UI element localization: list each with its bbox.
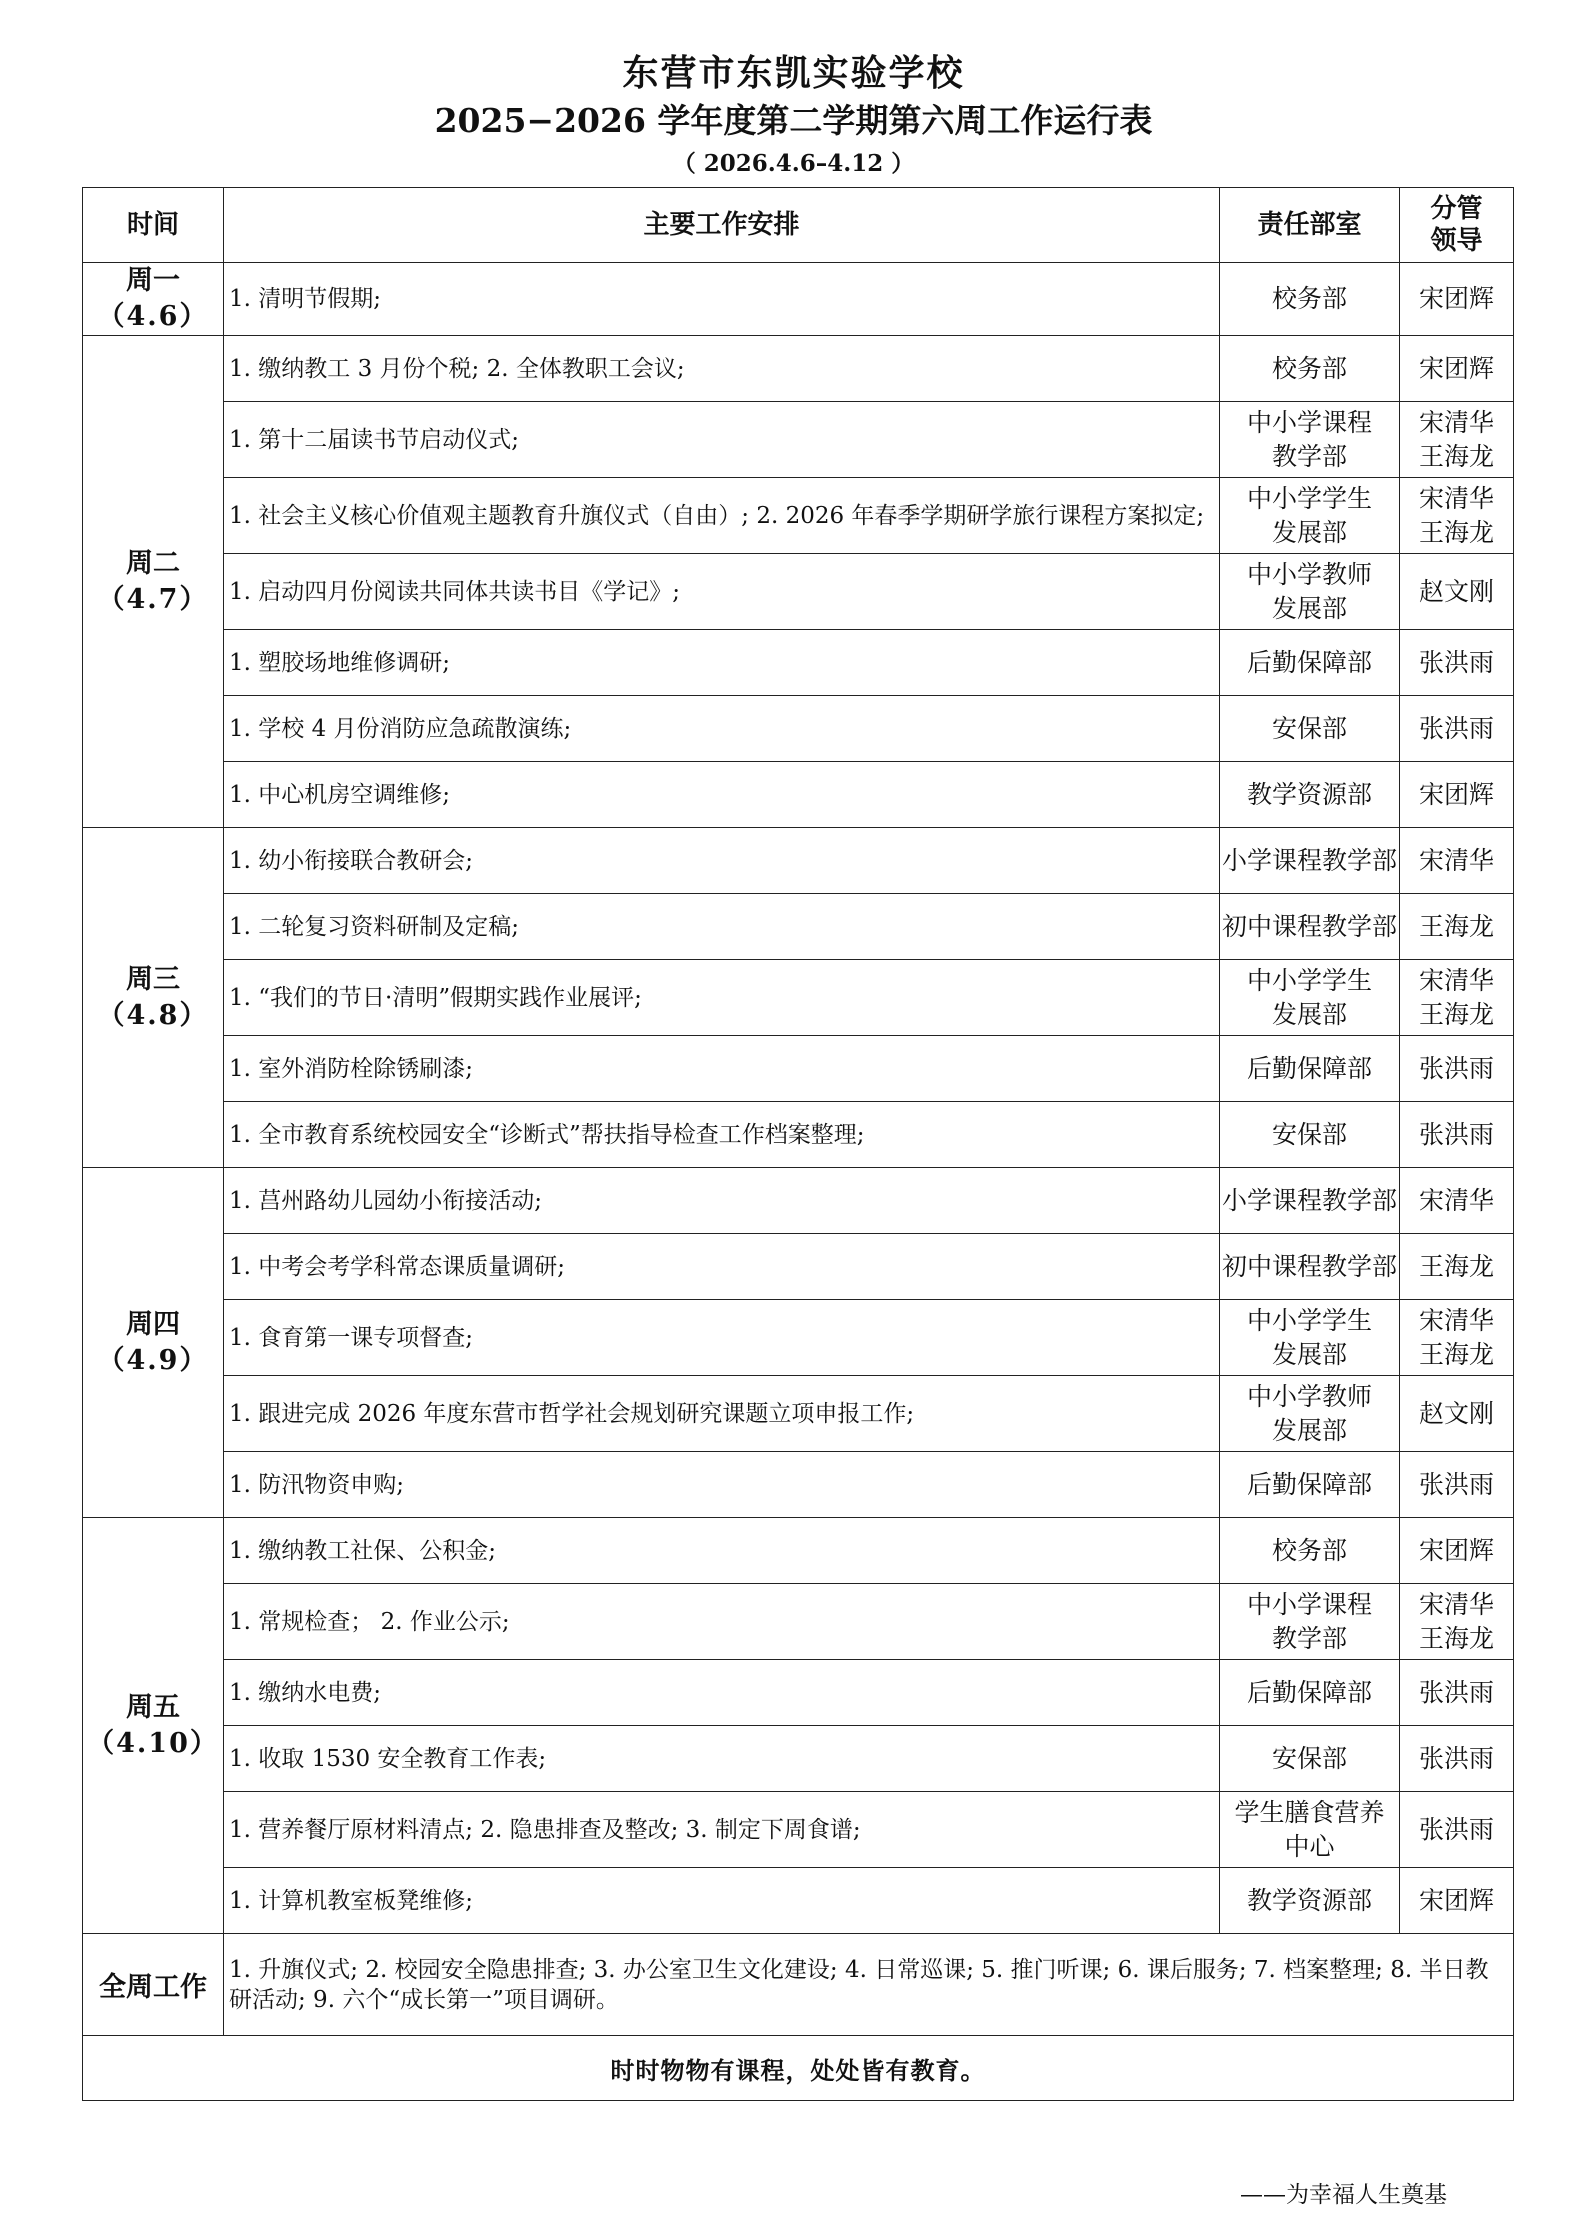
leader-cell [1400,1792,1514,1868]
leader-cell [1400,1376,1514,1452]
leader-name: 王海龙 [1418,911,1494,941]
table-row [83,1234,1514,1300]
day-label: 周二 [126,547,180,579]
leader-cell [1400,1300,1514,1376]
dept-cell [1220,828,1400,894]
leader-cell [1400,762,1514,828]
table-row [83,828,1514,894]
dept-line: 教学资源部 [1246,1885,1372,1915]
task-cell: 1. 跟进完成 2026 年度东营市哲学社会规划研究课题立项申报工作; [224,1376,1220,1452]
table-row [83,1102,1514,1168]
col-header-leader-line1: 分管 [1430,194,1483,224]
task-cell: 1. 幼小衔接联合教研会; [224,828,1220,894]
col-header-leader [1400,188,1514,263]
table-row [83,1518,1514,1584]
task-cell: 1. 中考会考学科常态课质量调研; [224,1234,1220,1300]
dept-line: 中小学学生 [1246,483,1372,513]
motto-text: 时时物物有课程，处处皆有教育。 [83,2036,1514,2101]
dept-line: 中小学课程 [1246,407,1372,437]
dept-cell [1220,1168,1400,1234]
dept-line: 发展部 [1271,593,1347,623]
dept-line: 中心 [1284,1831,1335,1861]
dept-line: 后勤保障部 [1246,647,1372,677]
all-week-tasks: 1. 升旗仪式; 2. 校园安全隐患排查; 3. 办公室卫生文化建设; 4. 日常巡课; 5. 推门听课; 6. 课后服务; 7. 档案整理; 8. 半日教研活动; 9. 六个“成长第一”项目调研。 [224,1934,1514,2036]
leader-name: 张洪雨 [1418,1677,1494,1707]
dept-cell [1220,263,1400,336]
leader-name: 宋清华 [1418,1185,1494,1215]
task-cell: 1. 营养餐厅原材料清点; 2. 隐患排查及整改; 3. 制定下周食谱; [224,1792,1220,1868]
leader-cell [1400,1660,1514,1726]
dept-cell [1220,336,1400,402]
table-row [83,554,1514,630]
dept-cell [1220,762,1400,828]
leader-name: 宋团辉 [1418,353,1494,383]
leader-name: 张洪雨 [1418,1053,1494,1083]
task-cell: 1. 塑胶场地维修调研; [224,630,1220,696]
dept-cell [1220,1300,1400,1376]
day-date: （4.8） [97,999,209,1031]
leader-name: 宋清华 [1418,845,1494,875]
day-label: 周四 [126,1308,180,1340]
dept-line: 初中课程教学部 [1221,1251,1397,1281]
leader-name: 王海龙 [1418,999,1494,1029]
day-date: （4.7） [97,583,209,615]
leader-name: 宋团辉 [1418,779,1494,809]
table-row [83,1792,1514,1868]
dept-line: 安保部 [1271,713,1347,743]
task-cell: 1. 二轮复习资料研制及定稿; [224,894,1220,960]
dept-line: 学生膳食营养 [1234,1797,1385,1827]
dept-cell [1220,478,1400,554]
task-cell: 1. 缴纳教工 3 月份个税; 2. 全体教职工会议; [224,336,1220,402]
day-label: 周一 [126,265,180,296]
table-row [83,1300,1514,1376]
leader-cell [1400,630,1514,696]
leader-cell [1400,554,1514,630]
dept-line: 后勤保障部 [1246,1677,1372,1707]
task-cell: 1. 全市教育系统校园安全“诊断式”帮扶指导检查工作档案整理; [224,1102,1220,1168]
leader-name: 宋团辉 [1418,1885,1494,1915]
leader-cell [1400,828,1514,894]
leader-name: 张洪雨 [1418,1814,1494,1844]
leader-cell [1400,402,1514,478]
dept-line: 校务部 [1271,353,1347,383]
dept-line: 小学课程教学部 [1221,845,1397,875]
task-cell: 1. 室外消防栓除锈刷漆; [224,1036,1220,1102]
day-cell [83,828,224,1168]
dept-line: 发展部 [1271,1339,1347,1369]
dept-cell [1220,1376,1400,1452]
table-row [83,1868,1514,1934]
schedule-title: 2025−2026 学年度第二学期第六周工作运行表 [434,101,1153,140]
dept-cell [1220,1036,1400,1102]
dept-line: 发展部 [1271,1415,1347,1445]
dept-cell [1220,1660,1400,1726]
leader-cell [1400,336,1514,402]
dept-cell [1220,554,1400,630]
dept-line: 教学部 [1271,441,1347,471]
day-date: （4.10） [87,1727,219,1759]
table-row [83,1036,1514,1102]
day-date: （4.9） [97,1344,209,1376]
dept-line: 后勤保障部 [1246,1469,1372,1499]
document-header [0,48,1587,182]
day-date: （4.6） [97,301,209,332]
leader-name: 赵文刚 [1418,576,1494,606]
day-label: 周五 [126,1691,180,1723]
dept-line: 初中课程教学部 [1221,911,1397,941]
date-range: （ 2026.4.6–4.12 ） [672,150,915,177]
dept-cell [1220,1102,1400,1168]
table-row [83,1376,1514,1452]
schedule-table [82,187,1514,2101]
table-row [83,630,1514,696]
dept-cell [1220,696,1400,762]
table-row [83,696,1514,762]
leader-cell [1400,263,1514,336]
dept-line: 中小学学生 [1246,965,1372,995]
task-cell: 1. 清明节假期; [224,263,1220,336]
table-row [83,263,1514,336]
leader-name: 宋清华 [1418,483,1494,513]
leader-cell [1400,1518,1514,1584]
dept-line: 小学课程教学部 [1221,1185,1397,1215]
task-cell: 1. 学校 4 月份消防应急疏散演练; [224,696,1220,762]
dept-cell [1220,960,1400,1036]
leader-name: 宋团辉 [1418,284,1494,313]
day-cell [83,336,224,828]
dept-cell [1220,630,1400,696]
task-cell: 1. 防汛物资申购; [224,1452,1220,1518]
leader-cell [1400,1584,1514,1660]
task-cell: 1. 收取 1530 安全教育工作表; [224,1726,1220,1792]
leader-cell [1400,1726,1514,1792]
table-row [83,336,1514,402]
motto-row [83,2036,1514,2101]
dept-line: 校务部 [1271,1535,1347,1565]
leader-name: 张洪雨 [1418,713,1494,743]
leader-cell [1400,478,1514,554]
all-week-label: 全周工作 [83,1934,224,2036]
table-row [83,1452,1514,1518]
day-label: 周三 [126,963,180,995]
leader-cell [1400,1234,1514,1300]
table-row [83,894,1514,960]
dept-line: 发展部 [1271,517,1347,547]
leader-name: 赵文刚 [1418,1398,1494,1428]
leader-name: 宋清华 [1418,1589,1494,1619]
all-week-row [83,1934,1514,2036]
col-header-dept: 责任部室 [1220,188,1400,263]
dept-cell [1220,1792,1400,1868]
task-cell: 1. 缴纳水电费; [224,1660,1220,1726]
day-cell [83,1518,224,1934]
dept-cell [1220,894,1400,960]
table-row [83,1660,1514,1726]
dept-line: 中小学教师 [1246,559,1372,589]
dept-line: 安保部 [1271,1743,1347,1773]
task-cell: 1. 莒州路幼儿园幼小衔接活动; [224,1168,1220,1234]
leader-name: 王海龙 [1418,517,1494,547]
task-cell: 1. 社会主义核心价值观主题教育升旗仪式（自由）; 2. 2026 年春季学期研学旅行课程方案拟定; [224,478,1220,554]
leader-name: 宋清华 [1418,965,1494,995]
school-title: 东营市东凯实验学校 [622,52,965,94]
dept-line: 后勤保障部 [1246,1053,1372,1083]
table-row [83,478,1514,554]
leader-cell [1400,960,1514,1036]
leader-name: 王海龙 [1418,441,1494,471]
leader-cell [1400,1168,1514,1234]
leader-name: 王海龙 [1418,1623,1494,1653]
task-cell: 1. 启动四月份阅读共同体共读书目《学记》; [224,554,1220,630]
leader-name: 宋清华 [1418,1305,1494,1335]
leader-name: 张洪雨 [1418,1743,1494,1773]
dept-cell [1220,1234,1400,1300]
dept-line: 中小学学生 [1246,1305,1372,1335]
table-row [83,1584,1514,1660]
table-row [83,1726,1514,1792]
day-cell [83,263,224,336]
leader-cell [1400,1868,1514,1934]
leader-cell [1400,696,1514,762]
leader-name: 宋清华 [1418,407,1494,437]
task-cell: 1. 常规检查； 2. 作业公示; [224,1584,1220,1660]
footer-slogan: ——为幸福人生奠基 [1240,2182,1447,2208]
table-row [83,762,1514,828]
dept-line: 安保部 [1271,1119,1347,1149]
dept-line: 教学资源部 [1246,779,1372,809]
table-row [83,960,1514,1036]
leader-name: 张洪雨 [1418,1469,1494,1499]
leader-cell [1400,894,1514,960]
col-header-time: 时间 [83,188,224,263]
col-header-tasks: 主要工作安排 [224,188,1220,263]
leader-name: 宋团辉 [1418,1535,1494,1565]
dept-cell [1220,1452,1400,1518]
dept-line: 中小学课程 [1246,1589,1372,1619]
dept-cell [1220,1868,1400,1934]
schedule-body [83,263,1514,1934]
leader-name: 张洪雨 [1418,647,1494,677]
dept-cell [1220,402,1400,478]
leader-cell [1400,1102,1514,1168]
leader-cell [1400,1452,1514,1518]
table-row [83,402,1514,478]
leader-name: 张洪雨 [1418,1119,1494,1149]
task-cell: 1. 中心机房空调维修; [224,762,1220,828]
dept-line: 校务部 [1271,284,1347,313]
task-cell: 1. 食育第一课专项督查; [224,1300,1220,1376]
dept-cell [1220,1726,1400,1792]
leader-cell [1400,1036,1514,1102]
task-cell: 1. 缴纳教工社保、公积金; [224,1518,1220,1584]
task-cell: 1. 计算机教室板凳维修; [224,1868,1220,1934]
task-cell: 1. 第十二届读书节启动仪式; [224,402,1220,478]
day-cell [83,1168,224,1518]
dept-line: 中小学教师 [1246,1381,1372,1411]
col-header-leader-line2: 领导 [1430,226,1483,256]
leader-name: 王海龙 [1418,1251,1494,1281]
leader-name: 王海龙 [1418,1339,1494,1369]
dept-cell [1220,1518,1400,1584]
task-cell: 1. “我们的节日·清明”假期实践作业展评; [224,960,1220,1036]
dept-cell [1220,1584,1400,1660]
dept-line: 发展部 [1271,999,1347,1029]
table-header-row [83,188,1514,263]
dept-line: 教学部 [1271,1623,1347,1653]
table-row [83,1168,1514,1234]
